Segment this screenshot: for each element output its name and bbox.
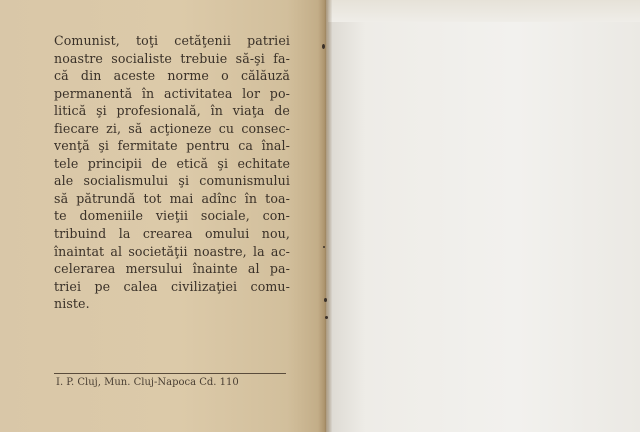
text-line: noastre socialiste trebuie să-şi fa- <box>54 50 290 66</box>
text-line: înaintat al societăţii noastre, la ac- <box>54 243 290 259</box>
text-line: litică şi profesională, în viaţa de <box>54 103 290 119</box>
ink-speck <box>325 316 328 319</box>
book-gutter <box>318 0 332 432</box>
text-line: să pătrundă tot mai adînc în toa- <box>54 190 290 206</box>
ink-speck <box>323 246 325 248</box>
text-line: tele principii de etică şi echitate <box>54 155 290 171</box>
text-line: celerarea mersului înainte al pa- <box>54 261 290 277</box>
footer-rule <box>54 373 286 374</box>
right-page-top-edge <box>328 0 640 22</box>
text-line: tribuind la crearea omului nou, <box>54 226 290 242</box>
right-page-blank <box>328 0 640 432</box>
ink-speck <box>324 298 327 302</box>
text-line: Comunist, toţi cetăţenii patriei <box>54 33 290 48</box>
ink-speck <box>322 44 325 49</box>
text-line: permanentă în activitatea lor po- <box>54 85 290 101</box>
text-line: te domeniile vieţii sociale, con- <box>54 208 290 224</box>
text-line: că din aceste norme o călăuză <box>54 68 290 84</box>
text-line: niste. <box>54 296 90 312</box>
text-line: venţă şi fermitate pentru ca înal- <box>54 138 290 154</box>
body-text <box>54 32 290 313</box>
printer-imprint: I. P. Cluj, Mun. Cluj-Napoca Cd. 110 <box>56 377 239 388</box>
text-line: fiecare zi, să acţioneze cu consec- <box>54 120 290 136</box>
text-line: triei pe calea civilizaţiei comu- <box>54 278 290 294</box>
text-line: ale socialismului şi comunismului <box>54 173 290 189</box>
